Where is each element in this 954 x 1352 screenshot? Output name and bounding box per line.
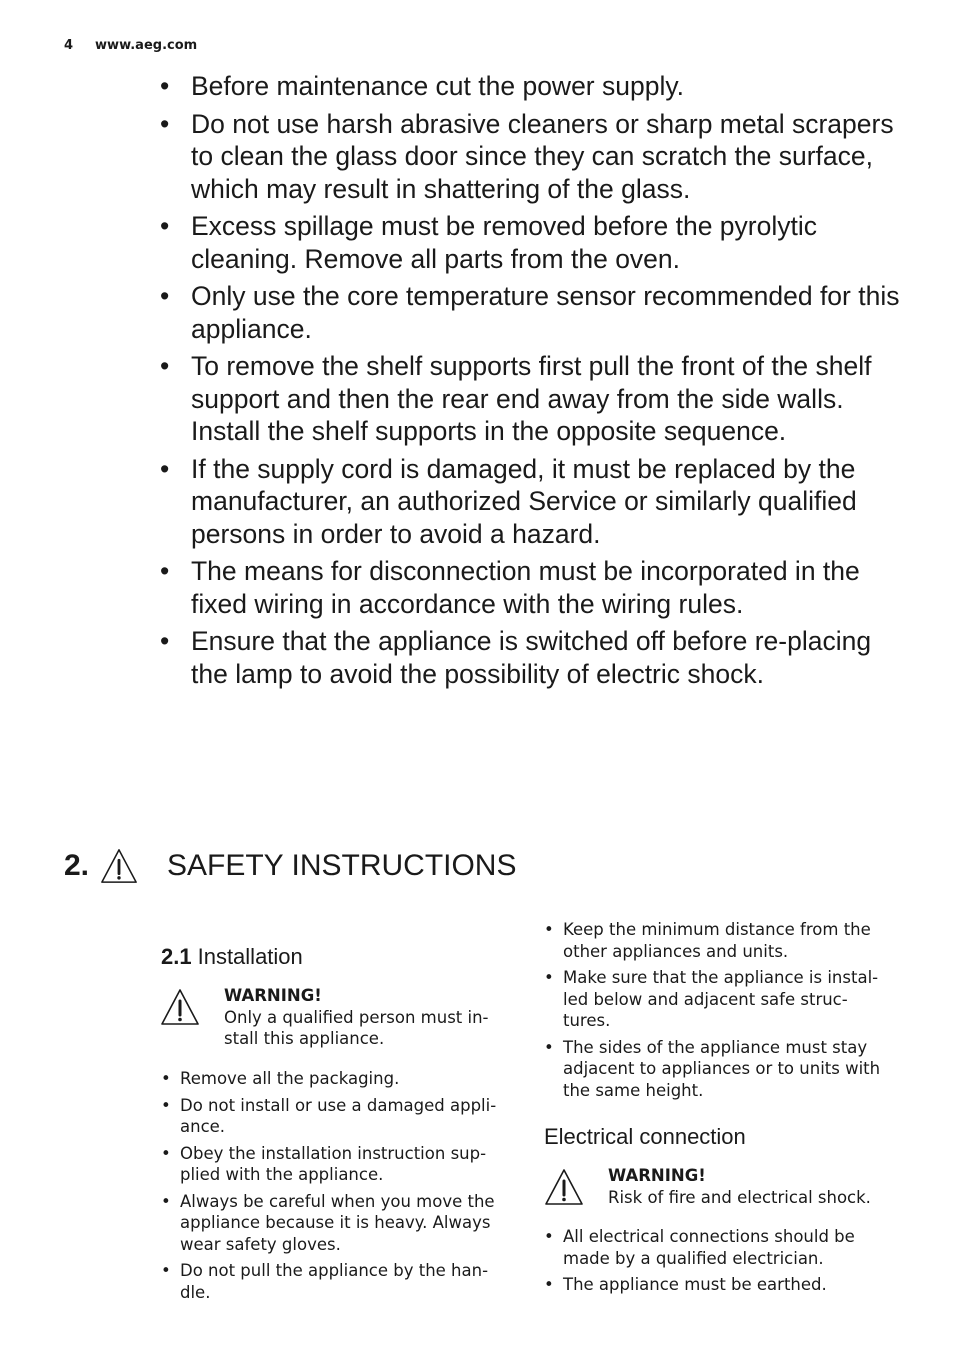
- list-item: • Only use the core temperature sensor recommended for this appliance.: [160, 280, 900, 345]
- list-item: • Before maintenance cut the power supply.: [160, 70, 900, 103]
- installation-bullet-list: [161, 1068, 513, 1308]
- installation-bullet-list-continued: [544, 919, 894, 1106]
- installation-warning: [160, 985, 510, 1050]
- list-item: • The means for disconnection must be incorporated in the fixed wiring in accordance with the wiring rules.: [160, 555, 900, 620]
- list-item: • The appliance must be earthed.: [544, 1274, 894, 1296]
- page-number: 4: [64, 38, 74, 53]
- site-url: www.aeg.com: [95, 38, 198, 53]
- list-item: • Do not pull the appliance by the han-dle.: [161, 1260, 513, 1303]
- electrical-bullet-list: [544, 1226, 894, 1301]
- electrical-warning: [544, 1165, 894, 1208]
- warning-text: Only a qualified person must in-stall this appliance.: [224, 1007, 489, 1048]
- list-item: • Remove all the packaging.: [161, 1068, 513, 1090]
- list-item: • If the supply cord is damaged, it must be replaced by the manufacturer, an authorized Service or similarly qualified persons in order to avoid a hazard.: [160, 453, 900, 551]
- list-item: • To remove the shelf supports first pull the front of the shelf support and then the rear end away from the side walls. Install the shelf supports in the opposite sequence.: [160, 350, 900, 448]
- list-item: • Ensure that the appliance is switched off before re-placing the lamp to avoid the possibility of electric shock.: [160, 625, 900, 690]
- warning-triangle-icon: [544, 1167, 584, 1207]
- warning-label: WARNING!: [224, 986, 322, 1005]
- warning-label: WARNING!: [608, 1166, 706, 1185]
- list-item: • Obey the installation instruction sup-plied with the appliance.: [161, 1143, 513, 1186]
- warning-triangle-icon: [160, 987, 200, 1027]
- section-number: 2.: [64, 849, 90, 882]
- section-title: SAFETY INSTRUCTIONS: [167, 849, 517, 882]
- warning-text: Risk of fire and electrical shock.: [608, 1187, 871, 1207]
- list-item: • Make sure that the appliance is instal-led below and adjacent safe struc-tures.: [544, 967, 894, 1032]
- warning-triangle-icon: [100, 846, 138, 886]
- list-item: • Always be careful when you move the appliance because it is heavy. Always wear safety gloves.: [161, 1191, 513, 1256]
- list-item: • Excess spillage must be removed before the pyrolytic cleaning. Remove all parts from the oven.: [160, 210, 900, 275]
- page-header: [64, 38, 197, 53]
- subsection-number: 2.1: [161, 944, 192, 969]
- installation-heading: [161, 944, 303, 970]
- list-item: • All electrical connections should be made by a qualified electrician.: [544, 1226, 894, 1269]
- list-item: • The sides of the appliance must stay adjacent to appliances or to units with the same height.: [544, 1037, 894, 1102]
- list-item: • Do not install or use a damaged appli-ance.: [161, 1095, 513, 1138]
- electrical-connection-heading: Electrical connection: [544, 1124, 746, 1149]
- maintenance-bullet-list: [160, 70, 900, 695]
- subsection-title: Installation: [197, 944, 303, 969]
- section-heading: [64, 846, 516, 886]
- list-item: • Do not use harsh abrasive cleaners or sharp metal scrapers to clean the glass door since they can scratch the surface, which may result in shattering of the glass.: [160, 108, 900, 206]
- list-item: • Keep the minimum distance from the other appliances and units.: [544, 919, 894, 962]
